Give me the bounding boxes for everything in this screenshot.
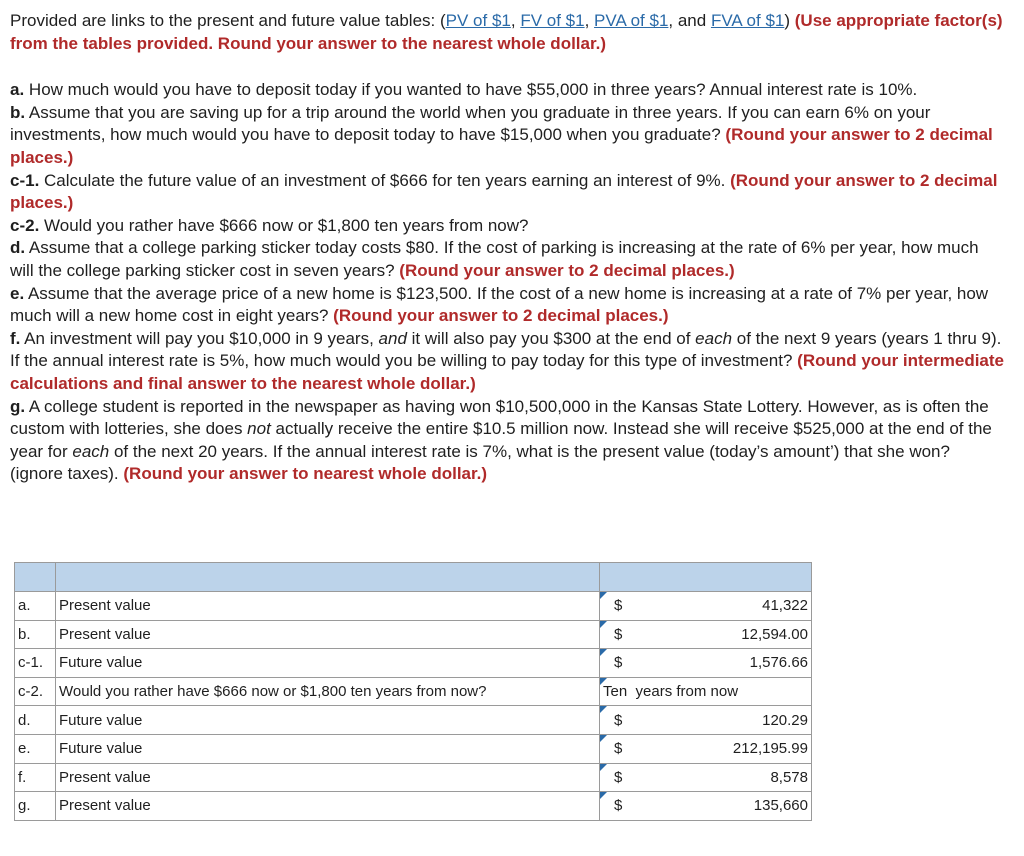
row-description: Future value (56, 649, 600, 678)
part-label: c-2. (15, 677, 56, 706)
input-marker-icon (600, 678, 607, 685)
question-c1: c-1. Calculate the future value of an investment of $666 for ten years earning an interest of 9%. (Round your answer to 2 decimal places.) (10, 170, 998, 213)
currency-symbol: $ (600, 734, 638, 763)
answer-row-b (15, 620, 812, 649)
answer-row-c2 (15, 677, 812, 706)
currency-symbol: $ (600, 706, 638, 735)
answer-input-e[interactable]: 212,195.99 (637, 734, 812, 763)
question-b: b. Assume that you are saving up for a trip around the world when you graduate in three years. If you can earn 6% on your investments, how much would you have to deposit today to have $15,000 when you graduate? (Round your answer to 2 decimal places.) (10, 102, 993, 167)
answer-input-c1[interactable]: 1,576.66 (637, 649, 812, 678)
answer-row-f (15, 763, 812, 792)
answer-input-g[interactable]: 135,660 (637, 792, 812, 821)
input-marker-icon (600, 592, 607, 599)
input-marker-icon (600, 735, 607, 742)
question-f: f. An investment will pay you $10,000 in 9 years, and it will also pay you $300 at the end of each of the next 9 years (years 1 thru 9). If the annual interest rate is 5%, how much would you be willing to pay today for this type of investment? (Round your intermediate calculations and final answer to the nearest whole dollar.) (10, 328, 1005, 393)
answer-row-a (15, 592, 812, 621)
part-label: a. (15, 592, 56, 621)
row-description: Present value (56, 763, 600, 792)
fv-table-link[interactable]: FV of $1 (520, 11, 585, 30)
answer-table-header (15, 563, 812, 592)
part-label: d. (15, 706, 56, 735)
input-marker-icon (600, 764, 607, 771)
currency-symbol: $ (600, 763, 638, 792)
choice-select-c2[interactable]: Ten years from now (600, 677, 812, 706)
answer-input-b[interactable]: 12,594.00 (637, 620, 812, 649)
row-description: Future value (56, 734, 600, 763)
answer-table (14, 562, 812, 821)
intro-paragraph: Provided are links to the present and future value tables: (PV of $1, FV of $1, PVA of $1, and FVA of $1) (Use appropriate factor(s) from the tables provided. Round your answer to the nearest whole dollar.) (10, 11, 1003, 53)
part-label: f. (15, 763, 56, 792)
question-e: e. Assume that the average price of a new home is $123,500. If the cost of a new home is increasing at a rate of 7% per year, how much will a new home cost in eight years? (Round your answer to 2 decimal places.) (10, 283, 989, 326)
question-d: d. Assume that a college parking sticker today costs $80. If the cost of parking is increasing at the rate of 6% per year, how much will the college parking sticker cost in seven years? (Round your answer to 2 decimal places.) (10, 238, 979, 280)
question-a: a. How much would you have to deposit today if you wanted to have $55,000 in three years? Annual interest rate is 10%. (10, 80, 918, 100)
fva-table-link[interactable]: FVA of $1 (710, 11, 785, 30)
answer-input-f[interactable]: 8,578 (637, 763, 812, 792)
answer-input-a[interactable]: 41,322 (637, 592, 812, 621)
row-description: Future value (56, 706, 600, 735)
input-marker-icon (600, 621, 607, 628)
part-label: g. (15, 792, 56, 821)
input-marker-icon (600, 792, 607, 799)
row-description: Present value (56, 792, 600, 821)
row-description: Present value (56, 592, 600, 621)
question-g: g. A college student is reported in the newspaper as having won $10,500,000 in the Kansas State Lottery. However, as is often the custom with lotteries, she does not actually receive the entire $10.5 million now. Instead she will receive $525,000 at the end of the year for each of the next 20 years. If the annual interest rate is 7%, what is the present value (today’s amount’) that she won? (ignore taxes). (Round your answer to nearest whole dollar.) (10, 396, 992, 484)
answer-row-g (15, 792, 812, 821)
part-label: e. (15, 734, 56, 763)
rounding-instruction: (Use appropriate factor(s) from the tables provided. Round your answer to the nearest whole dollar.) (10, 11, 1003, 53)
input-marker-icon (600, 706, 607, 713)
problem-statement (10, 10, 1005, 486)
answer-input-d[interactable]: 120.29 (637, 706, 812, 735)
input-marker-icon (600, 649, 607, 656)
question-c2: c-2. Would you rather have $666 now or $1,800 ten years from now? (10, 215, 529, 235)
currency-symbol: $ (600, 792, 638, 821)
currency-symbol: $ (600, 649, 638, 678)
part-label: b. (15, 620, 56, 649)
answer-row-c1 (15, 649, 812, 678)
answer-row-e (15, 734, 812, 763)
pva-table-link[interactable]: PVA of $1 (594, 11, 669, 30)
answer-row-d (15, 706, 812, 735)
pv-table-link[interactable]: PV of $1 (445, 11, 511, 30)
currency-symbol: $ (600, 592, 638, 621)
row-description: Would you rather have $666 now or $1,800 ten years from now? (56, 677, 600, 706)
row-description: Present value (56, 620, 600, 649)
currency-symbol: $ (600, 620, 638, 649)
part-label: c-1. (15, 649, 56, 678)
